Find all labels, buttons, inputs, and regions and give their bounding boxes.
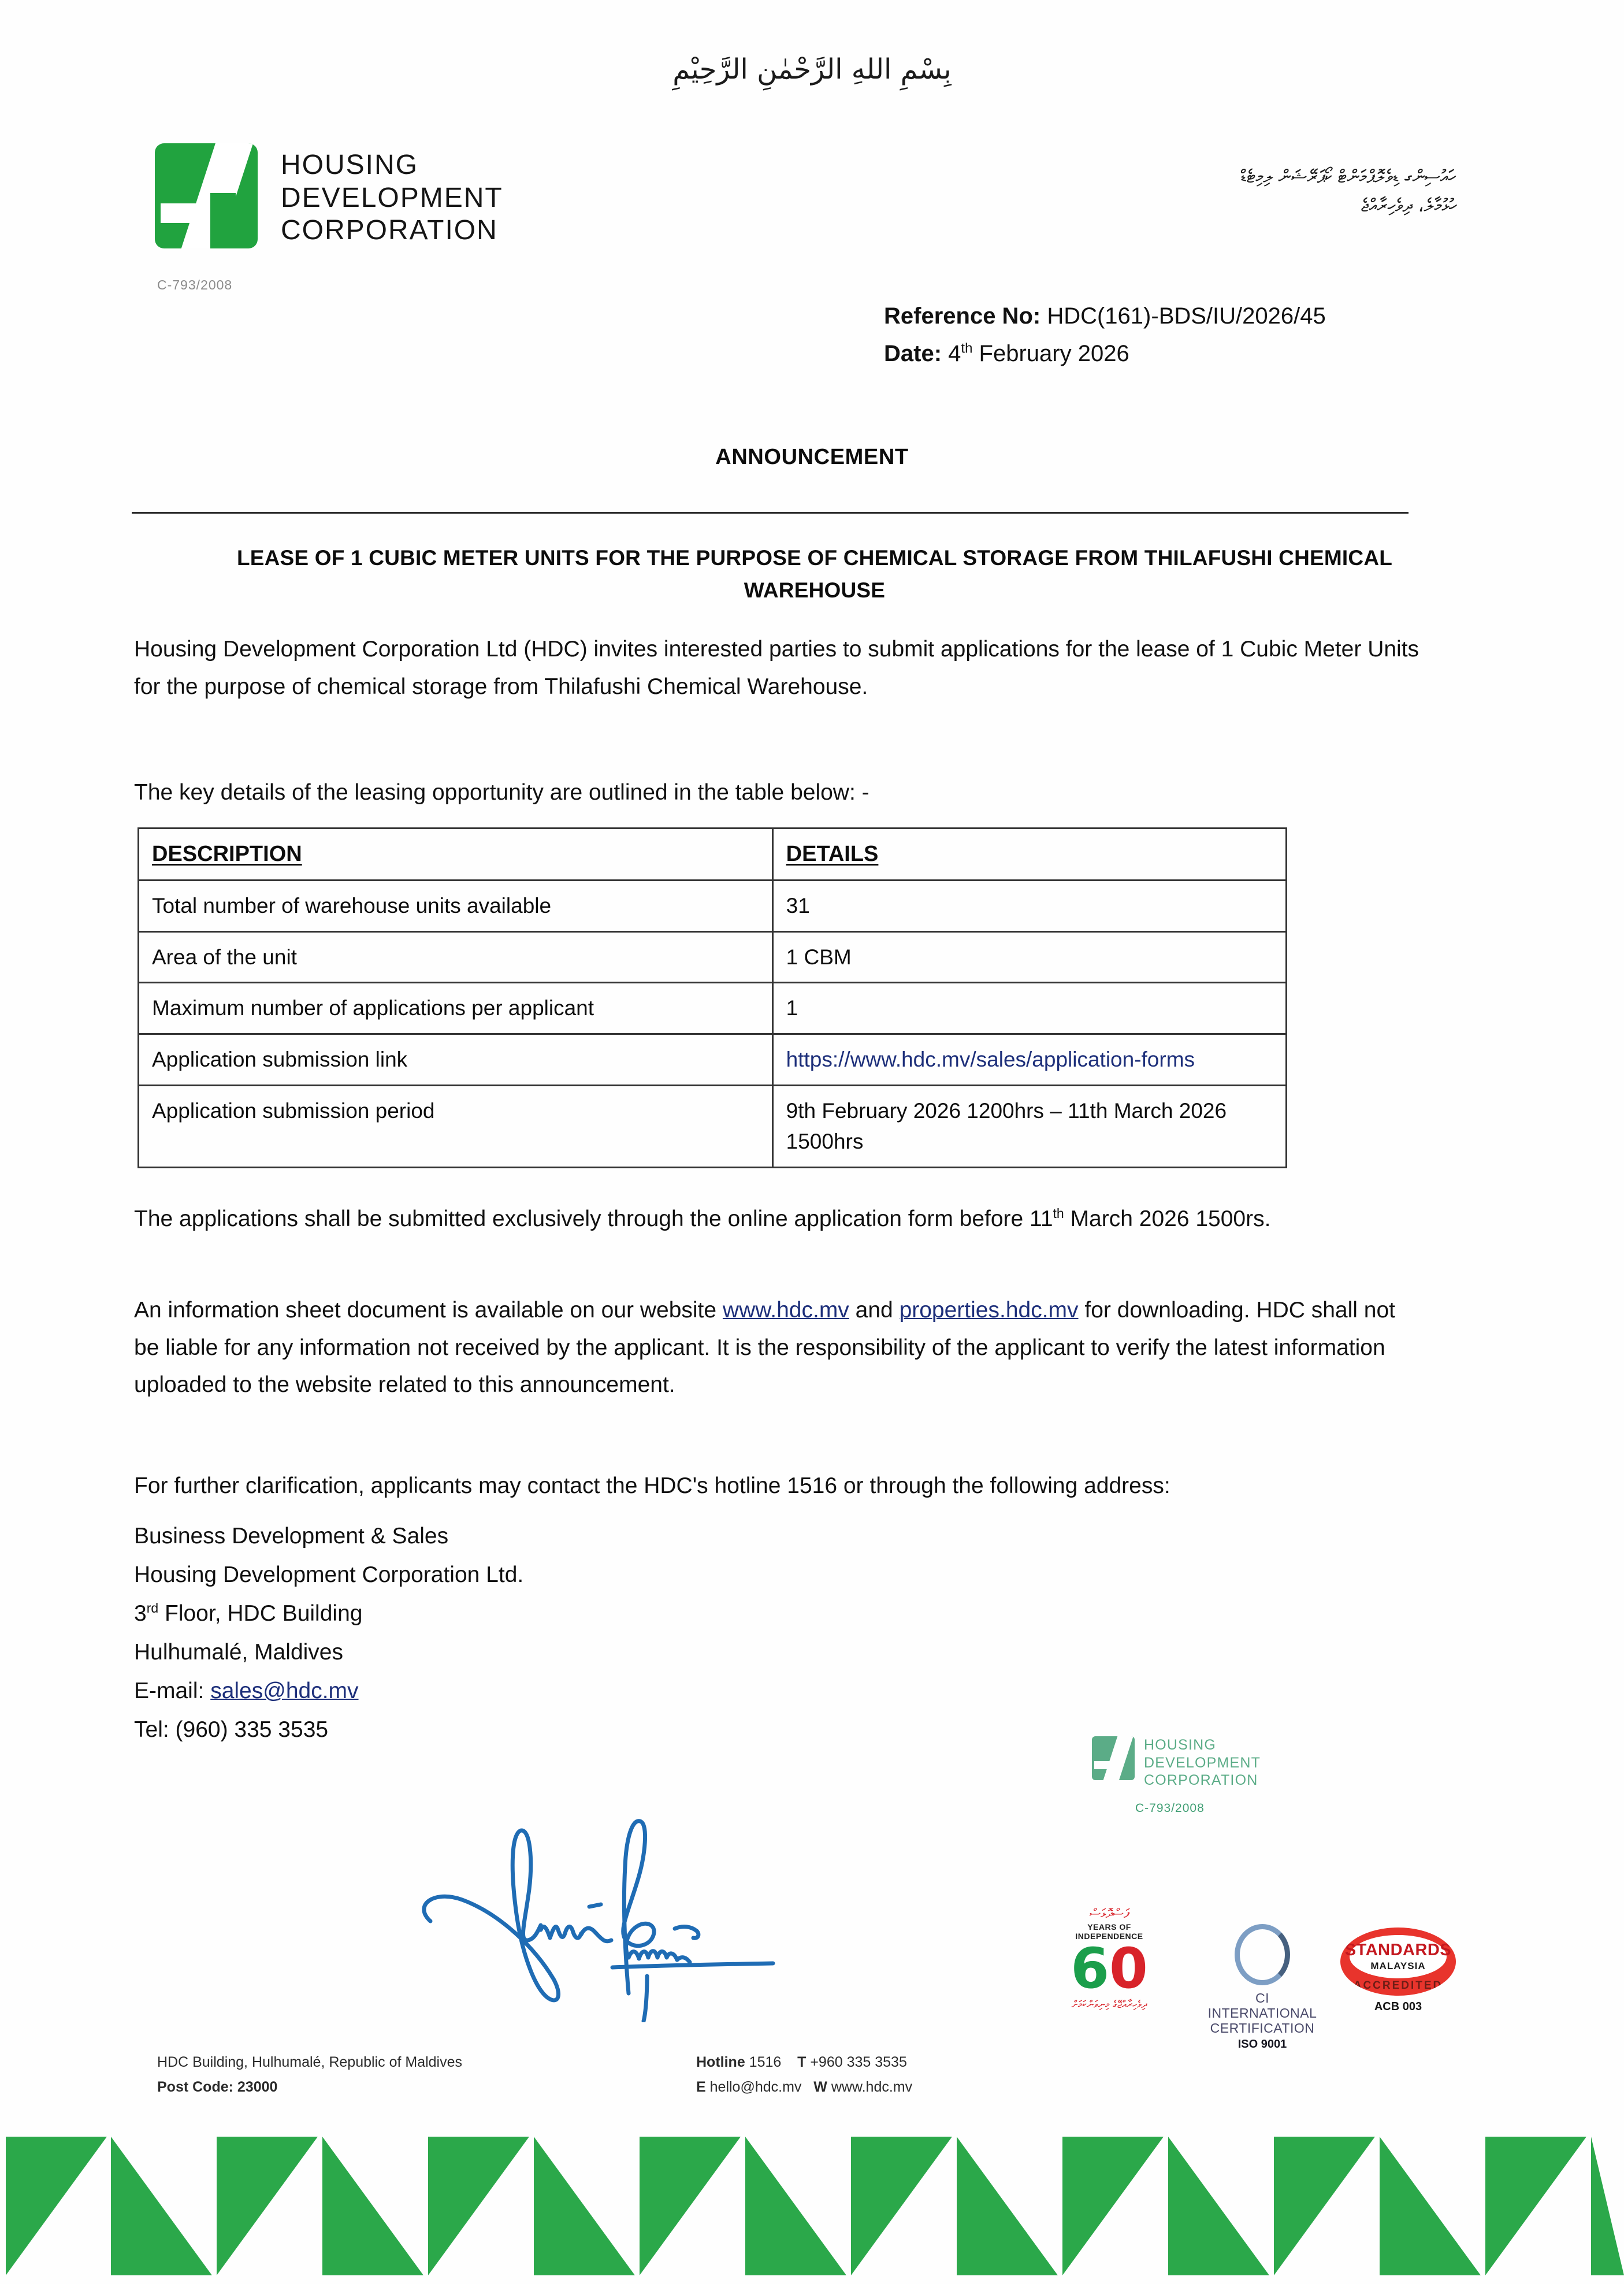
logo-line-3: CORPORATION [281,215,498,246]
standards-title: STANDARDS [1344,1940,1452,1959]
letterhead [0,143,1624,292]
independence-number: 60 [1071,1936,1148,2001]
info-pre: An information sheet document is available on our website [134,1298,723,1323]
table-row [139,881,1287,932]
details-table [137,827,1287,1168]
address-city: Hulhumalé, Maldives [134,1640,343,1665]
stamp-line-3: CORPORATION [1144,1772,1258,1788]
footer-tel-value: +960 335 3535 [810,2054,907,2070]
footer-web-label: W [813,2079,827,2095]
hdc-logo-icon [155,143,258,248]
iso-standard-label: ISO 9001 [1237,2038,1287,2051]
table-cell-description: Maximum number of applications per applicant [139,983,773,1034]
footer-hotline-value: 1516 [749,2054,782,2070]
hdc-stamp-logo [1092,1736,1261,1789]
ci-name-line-1: CI INTERNATIONAL [1207,1990,1317,2021]
footer-postcode: Post Code: 23000 [157,2079,278,2095]
table-row [139,983,1287,1034]
address-floor-num: 3 [134,1601,147,1626]
footer-contacts [696,2050,912,2100]
independence-dhivehi-top: ފަސްދޮޅަސް [1089,1907,1129,1921]
registration-code: C-793/2008 [157,277,233,292]
date-rest: February 2026 [972,340,1129,366]
reference-block [884,298,1326,373]
standards-country: MALAYSIA [1370,1960,1426,1971]
table-header-row [139,829,1287,881]
standards-malaysia-logo [1335,1928,1462,2014]
footer-hotline-label: Hotline [696,2054,745,2070]
table-cell-details: 31 [772,881,1286,932]
footer-hotline-line [696,2050,912,2075]
green-zigzag-band [0,2131,1624,2284]
standards-accredited-label: ACCREDITED [1353,1980,1443,1992]
table-cell-details: 9th February 2026 1200hrs – 11th March 2026 1500hrs [772,1085,1286,1167]
properties-website-link[interactable]: properties.hdc.mv [899,1298,1079,1323]
exclusive-post: March 2026 1500rs. [1064,1206,1271,1231]
subject-title: LEASE OF 1 CUBIC METER UNITS FOR THE PURPOSE OF CHEMICAL STORAGE FROM THILAFUSHI CHEMICAL WAREHOUSE [236,546,1393,603]
address-email-line [134,1672,523,1710]
ci-international-certification-logo [1202,1924,1323,2051]
horizontal-rule [132,512,1409,514]
table-cell-details: 1 [772,983,1286,1034]
footer-tel-label: T [797,2054,807,2070]
date-day: 4 [948,340,961,366]
footer-email-value: hello@hdc.mv [709,2079,802,2095]
information-sheet-paragraph [134,1292,1422,1404]
logo-line-2: DEVELOPMENT [281,182,503,213]
signature [399,1803,826,2022]
exclusive-pre: The applications shall be submitted exclusively through the online application form before 11 [134,1206,1053,1231]
dhivehi-letterhead [1240,163,1456,220]
hdc-stamp-wordmark [1144,1736,1261,1789]
address-telephone: Tel: (960) 335 3535 [134,1717,329,1743]
independence-60-logo [1057,1907,1161,2011]
reference-line [884,298,1326,335]
table-row [139,1034,1287,1086]
bismillah-text: بِسْمِ اللهِ الرَّحْمٰنِ الرَّحِيْمِ [672,53,952,86]
independence-years-label: YEARS OF INDEPENDENCE [1075,1922,1143,1941]
exclusive-submission-paragraph [134,1201,1422,1238]
stamp-line-2: DEVELOPMENT [1144,1754,1261,1771]
hdc-logo [155,143,503,248]
dhivehi-line-2: ހުޅުމާލެ، ދިވެހިރާއްޖެ [1361,195,1456,216]
email-label: E-mail: [134,1678,211,1704]
footer-email-label: E [696,2079,706,2095]
sales-email-link[interactable]: sales@hdc.mv [210,1678,359,1704]
info-mid: and [849,1298,900,1323]
key-details-lead: The key details of the leasing opportunity are outlined in the table below: - [134,780,869,805]
stamp-line-1: HOUSING [1144,1737,1217,1753]
address-floor-ordinal: rd [146,1600,159,1616]
hdc-stamp-icon [1092,1736,1135,1780]
table-cell-description: Area of the unit [139,931,773,983]
reference-label: Reference No: [884,303,1041,329]
info-post: for downloading. HDC shall not be liable for any information not received by the applicant. It is the responsibility of the applicant to verify the latest information uploaded to the website related to this announcement. [134,1298,1395,1398]
table-header-details: DETAILS [772,829,1286,881]
ci-name-line-2: CERTIFICATION [1210,2020,1315,2036]
contact-address-block [134,1517,523,1749]
reference-value: HDC(161)-BDS/IU/2026/45 [1047,303,1326,329]
exclusive-ordinal: th [1053,1206,1064,1221]
intro-paragraph: Housing Development Corporation Ltd (HDC) invites interested parties to submit applications for the lease of 1 Cubic Meter Units for the purpose of chemical storage from Thilafushi Chemical Warehouse. [134,637,1419,699]
footer-address [157,2050,462,2100]
dhivehi-line-1: ހައުސިންގ ޑިވެލޮޕްމަންޓް ކޯޕަރޭޝަން ލިމިޓެޑް [1240,166,1456,187]
announcement-heading: ANNOUNCEMENT [715,445,909,469]
application-submission-link[interactable]: https://www.hdc.mv/sales/application-forms [772,1034,1286,1086]
date-label: Date: [884,340,942,366]
table-cell-description: Total number of warehouse units available [139,881,773,932]
table-cell-description: Application submission link [139,1034,773,1086]
address-company: Housing Development Corporation Ltd. [134,1562,524,1588]
standards-acb-code: ACB 003 [1374,2000,1422,2013]
hdc-logo-wordmark [281,143,503,247]
certification-logos [1057,1901,1462,2074]
address-department: Business Development & Sales [134,1524,449,1548]
table-header-description: DESCRIPTION [139,829,773,881]
standards-malaysia-seal-icon [1340,1928,1456,1996]
date-line [884,335,1326,373]
address-floor-rest: Floor, HDC Building [158,1601,363,1626]
logo-line-1: HOUSING [281,150,419,180]
footer-web-value: www.hdc.mv [831,2079,913,2095]
footer-email-line [696,2075,912,2100]
ci-ring-icon [1235,1924,1290,1985]
table-row [139,1085,1287,1167]
independence-dhivehi-bottom: ދިވެހިރާއްޖޭގެ މިނިވަންކަމަށް [1071,1999,1147,2011]
hdc-website-link[interactable]: www.hdc.mv [722,1298,849,1323]
table-cell-description: Application submission period [139,1085,773,1167]
table-row [139,931,1287,983]
stamp-registration-code: C-793/2008 [1135,1802,1205,1815]
date-ordinal: th [961,340,973,356]
footer-address-line: HDC Building, Hulhumalé, Republic of Maldives [157,2054,463,2070]
contact-paragraph: For further clarification, applicants may contact the HDC's hotline 1516 or through the following address: [134,1473,1170,1498]
table-cell-details: 1 CBM [772,931,1286,983]
address-floor [134,1594,523,1633]
